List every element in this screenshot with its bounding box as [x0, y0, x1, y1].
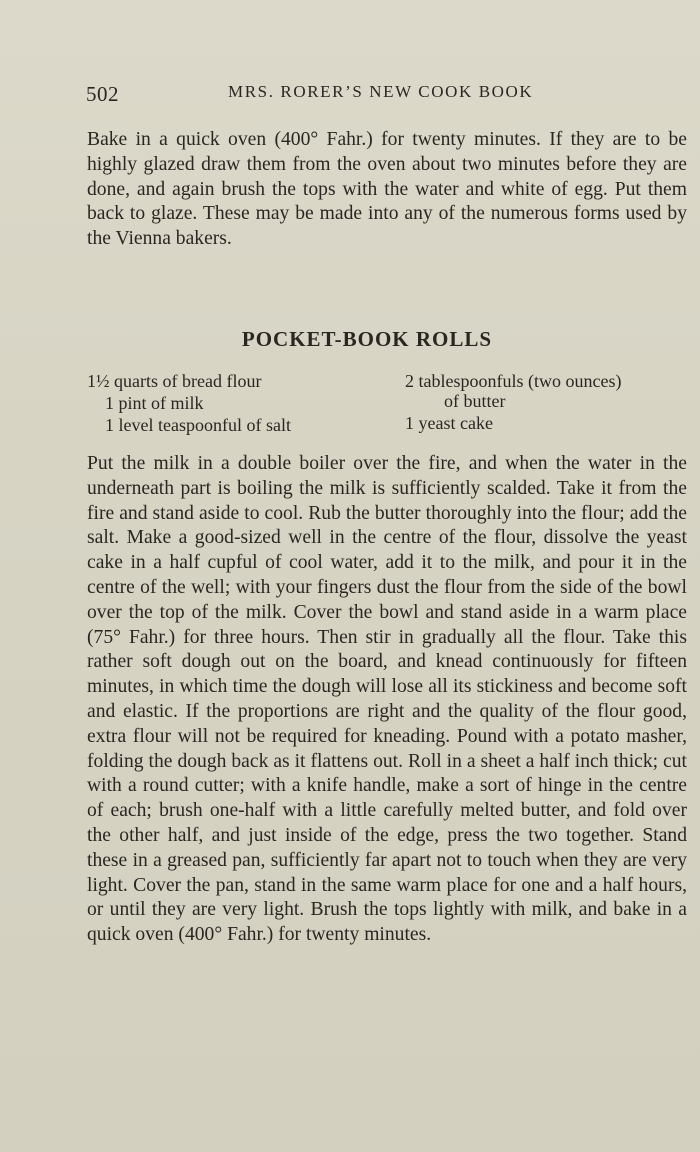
ingredients-list [87, 370, 697, 440]
page-header [86, 80, 686, 110]
ingredient-item: 1 yeast cake [405, 413, 493, 433]
ingredient-item: 1 level teaspoonful of salt [105, 415, 291, 435]
page-number: 502 [86, 82, 119, 106]
method-paragraph: Put the milk in a double boiler over the fire, and when the water in the underneath part is boiling the milk is sufficiently scalded. Take it from the fire and stand aside to cool. Rub the butter thoroughly into the flour; add the salt. Make a good-sized well in the centre of the flour, dissolve the yeast cake in a half cupful of cool water, add it to the milk, and pour it in the centre of the well; with your fingers dust the flour from the side of the bowl over the top of the milk. Cover the bowl and stand aside in a warm place (75° Fahr.) for three hours. Then stir in gradually all the flour. Take this rather soft dough out on the board, and knead continuously for fifteen minutes, in which time the dough will lose all its stickiness and become soft and elastic. If the proportions are right and the quality of the flour good, extra flour will not be required for kneading. Pound with a potato masher, folding the dough back as it flattens out. Roll in a sheet a half inch thick; cut with a round cutter; with a knife handle, make a sort of hinge in the centre of each; brush one-half with a little carefully melted butter, and fold over the other half, and just inside of the edge, press the two together. Stand these in a greased pan, sufficiently far apart not to touch when they are very light. Cover the pan, stand in the same warm place for one and a half hours, or until they are very light. Brush the tops lightly with milk, and bake in a quick oven (400° Fahr.) for twenty minutes. [87, 453, 687, 946]
ingredient-item: 1½ quarts of bread flour [87, 371, 262, 391]
recipe-title: POCKET-BOOK ROLLS [241, 327, 493, 351]
ingredient-item: 2 tablespoonfuls (two ounces) [405, 371, 622, 391]
intro-paragraph: Bake in a quick oven (400° Fahr.) for twenty minutes. If they are to be highly glazed draw them from the oven about two minutes before they are done, and again brush the tops with the water and white of egg. Put them back to glaze. These may be made into any of the numerous forms used by the Vienna bakers. [87, 129, 687, 250]
ingredient-item: 1 pint of milk [105, 393, 204, 413]
ingredient-item-continuation: of butter [444, 391, 506, 411]
running-head: MRS. RORER’S NEW COOK BOOK [228, 82, 534, 101]
